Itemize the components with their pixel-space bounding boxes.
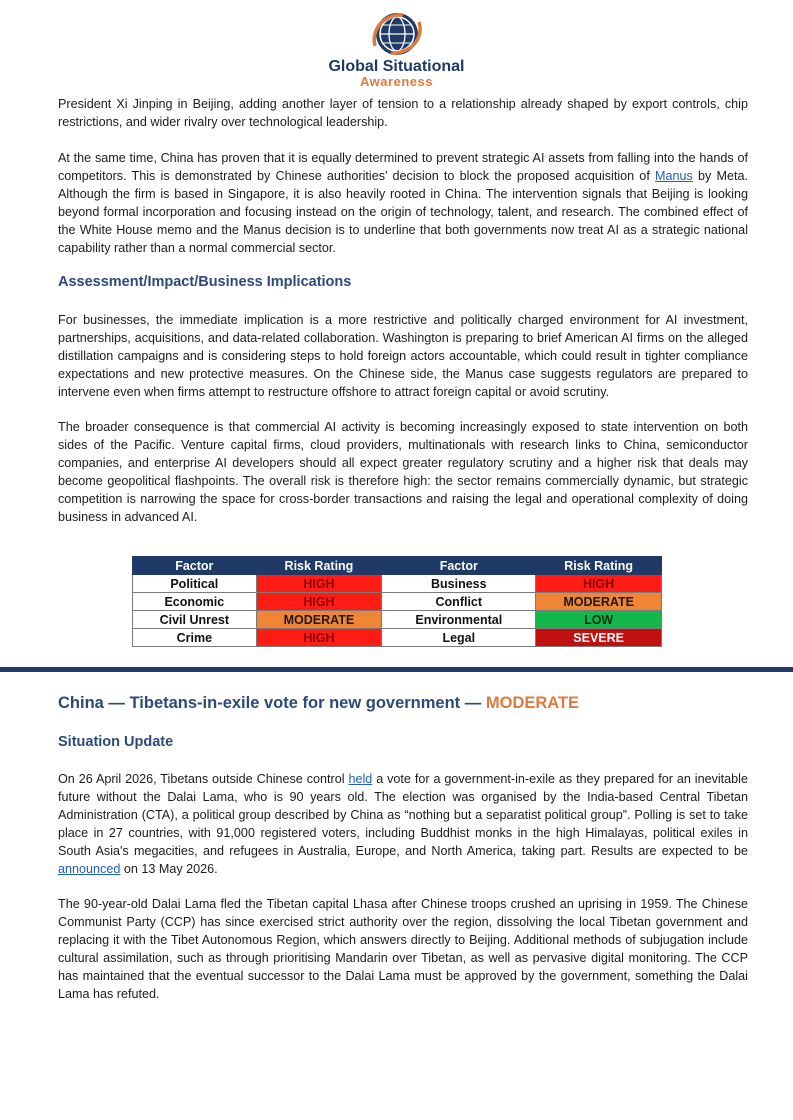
rating-cell: HIGH [256,593,382,611]
rating-cell: HIGH [256,629,382,647]
header-factor: Factor [382,557,536,575]
rating-cell: HIGH [536,575,662,593]
section1-paragraph-3-container [58,311,748,401]
factor-cell: Environmental [382,611,536,629]
table-row [133,611,662,629]
situation-update-heading: Situation Update [58,734,174,750]
section1-paragraph-3: For businesses, the immediate implication is a more restrictive and politically charged environment for AI investment, partnerships, acquisitions, and data-related collaboration. Washington is preparing to brief American AI firms on the alleged distillation campaigns and is considering steps to hold foreign actors accountable, which could result in tighter compliance expectations and new protective measures. On the Chinese side, the Manus case suggests regulators are prepared to intervene even when firms attempt to restructure offshore to attract foreign capital or avoid scrutiny. [58,313,748,399]
header-risk-rating: Risk Rating [256,557,382,575]
paragraph-text: At the same time, China has proven that it is equally determined to prevent strategic AI assets from falling into the hands of competitors. This is demonstrated by Chinese authorities’ decision to block the proposed acquisition of [58,151,748,183]
header-risk-rating: Risk Rating [536,557,662,575]
brand-name-line1: Global Situational [328,58,465,75]
factor-cell: Business [382,575,536,593]
section1-paragraph-1: President Xi Jinping in Beijing, adding another layer of tension to a relationship already shaped by export controls, chip restrictions, and wider rivalry over technological leadership. [58,97,748,129]
section1-paragraph-2-container [58,149,748,257]
table-row [133,593,662,611]
factor-cell: Legal [382,629,536,647]
risk-rating-table [132,556,662,647]
section2-paragraph-2-container [58,895,748,1003]
rating-cell: MODERATE [256,611,382,629]
risk-table-header-row [133,557,662,575]
assessment-heading: Assessment/Impact/Business Implications [58,274,352,290]
section1-paragraph-4-container [58,418,748,526]
situation-heading-container [58,734,748,750]
table-row [133,629,662,647]
manus-link[interactable]: Manus [655,169,693,183]
factor-cell: Civil Unrest [133,611,257,629]
rating-cell: MODERATE [536,593,662,611]
rating-cell: LOW [536,611,662,629]
section2-title-text: China — Tibetans-in-exile vote for new government — [58,694,486,712]
paragraph-text: a vote for a government-in-exile as they prepared for an inevitable future without the Dalai Lama, who is 90 years old. The election was organised by the India-based Central Tibetan Administration (CTA), a political group described by China as “nothing but a separatist political group”. Polling is set to take place in 27 countries, with 91,000 registered voters, including Buddhist monks in the high Himalayas, political exiles in South Asia's megacities, and refugees in Australia, Europe, and North America, taking part. Results are expected to be [58,772,748,858]
table-row [133,575,662,593]
brand-name-line2: Awareness [360,74,433,89]
section2-paragraph-1-container [58,770,748,878]
section-divider [0,667,793,672]
section1-paragraph-2 [58,149,748,257]
section2-paragraph-2: The 90-year-old Dalai Lama fled the Tibetan capital Lhasa after Chinese troops crushed an uprising in 1959. The Chinese Communist Party (CCP) has since exercised strict authority over the region, dissolving the local Tibetan government and replacing it with the Tibet Autonomous Region, which answers directly to Beijing. Additional methods of subjugation include cultural assimilation, such as through prioritising Mandarin over Tibetan, as well as pervasive digital monitoring. The CCP has maintained that the eventual successor to the Dalai Lama must be approved by the government, something the Dalai Lama has refuted. [58,897,748,1001]
paragraph-text: by Meta. Although the firm is based in Singapore, it is also heavily rooted in China. The intervention signals that Beijing is looking beyond formal incorporation and focusing instead on the origin of technology, talent, and research. The combined effect of the White House memo and the Manus decision is to underline that both governments now treat AI as a strategic national capability rather than a normal commercial sector. [58,169,749,255]
section2-title [58,694,748,713]
section2-title-container [58,694,748,713]
brand-logo [0,10,793,89]
rating-cell: SEVERE [536,629,662,647]
header-factor: Factor [133,557,257,575]
held-link[interactable]: held [348,772,373,786]
factor-cell: Political [133,575,257,593]
factor-cell: Economic [133,593,257,611]
paragraph-text: On 26 April 2026, Tibetans outside Chinese control [58,772,349,786]
announced-link[interactable]: announced [58,862,121,876]
factor-cell: Crime [133,629,257,647]
assessment-heading-container [58,274,748,290]
section1-paragraph-4: The broader consequence is that commercial AI activity is becoming increasingly exposed to state intervention on both sides of the Pacific. Venture capital firms, cloud providers, multinationals with research links to China, semiconductor companies, and enterprise AI developers should all expect greater regulatory scrutiny and a higher risk that deals may become geopolitical flashpoints. The overall risk is therefore high: the sector remains commercially dynamic, but strategic competition is narrowing the space for cross-border transactions and raising the legal and operational complexity of doing business in advanced AI. [58,420,748,524]
section1-paragraph-1-container [58,95,748,131]
globe-logo-icon [367,10,427,58]
section2-risk-rating: MODERATE [485,694,580,712]
paragraph-text: on 13 May 2026. [120,862,218,876]
rating-cell: HIGH [256,575,382,593]
factor-cell: Conflict [382,593,536,611]
section2-paragraph-1 [58,770,748,878]
